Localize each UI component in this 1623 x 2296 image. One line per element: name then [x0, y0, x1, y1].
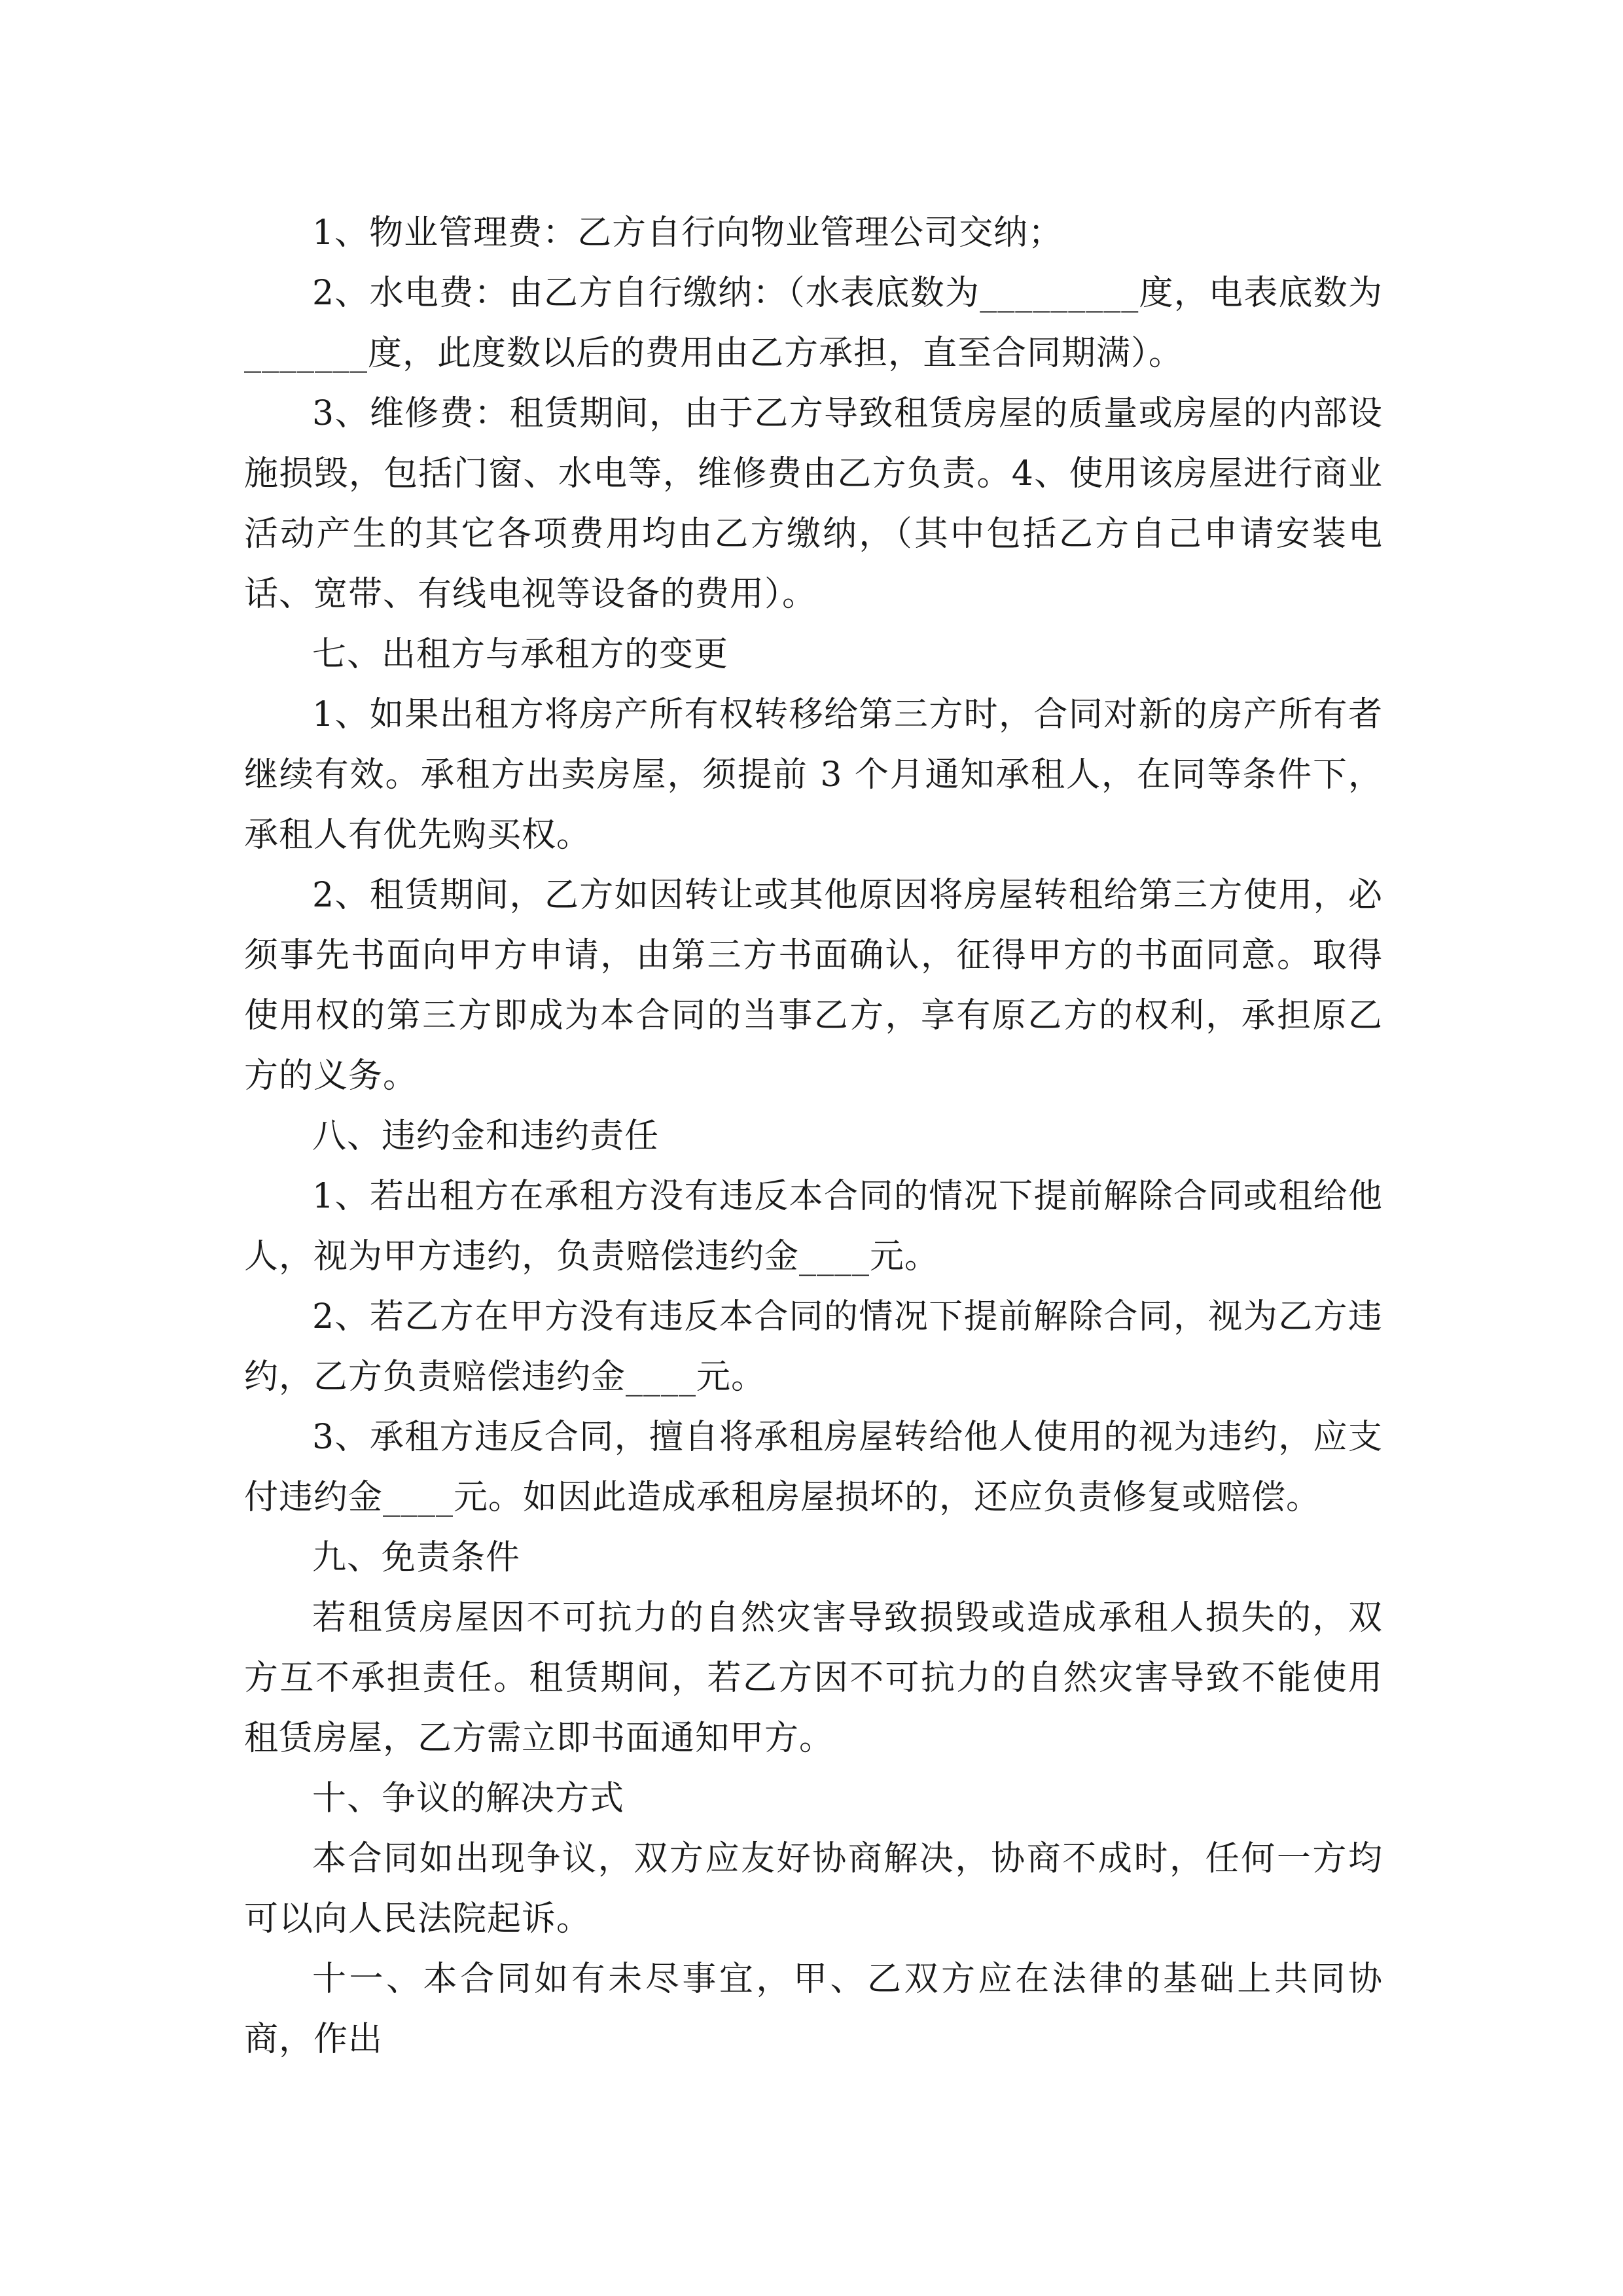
paragraph-lessor-breach: 1、若出租方在承租方没有违反本合同的情况下提前解除合同或租给他人，视为甲方违约，负责赔偿违约金____元。 [244, 1177, 1383, 1276]
section-heading-9: 九、免责条件 [312, 1538, 521, 1577]
document-body [244, 203, 1383, 2070]
section-heading-10: 十、争议的解决方式 [312, 1779, 625, 1818]
paragraph-lessee-breach: 2、若乙方在甲方没有违反本合同的情况下提前解除合同，视为乙方违约，乙方负责赔偿违约金____元。 [244, 1297, 1383, 1397]
paragraph-utility-fee: 2、水电费：由乙方自行缴纳：（水表底数为_________度，电表底数为_______度，此度数以后的费用由乙方承担，直至合同期满）。 [244, 274, 1383, 373]
paragraph-dispute-resolution: 本合同如出现争议，双方应友好协商解决，协商不成时，任何一方均可以向人民法院起诉。 [244, 1839, 1383, 1939]
paragraph-property-fee: 1、物业管理费：乙方自行向物业管理公司交纳； [312, 213, 1063, 253]
paragraph-section-11: 十一、本合同如有未尽事宜，甲、乙双方应在法律的基础上共同协商，作出 [244, 1960, 1383, 2059]
section-heading-8: 八、违约金和违约责任 [312, 1117, 660, 1156]
paragraph-maintenance-fee: 3、维修费：租赁期间，由于乙方导致租赁房屋的质量或房屋的内部设施损毁，包括门窗、水电等，维修费由乙方负责。4、使用该房屋进行商业活动产生的其它各项费用均由乙方缴纳，（其中包括乙方自己申请安装电话、宽带、有线电视等设备的费用）。 [244, 394, 1383, 614]
paragraph-sublease: 2、租赁期间，乙方如因转让或其他原因将房屋转租给第三方使用，必须事先书面向甲方申请，由第三方书面确认，征得甲方的书面同意。取得使用权的第三方即成为本合同的当事乙方，享有原乙方的权利，承担原乙方的义务。 [244, 876, 1383, 1096]
section-heading-7: 七、出租方与承租方的变更 [312, 635, 729, 674]
paragraph-force-majeure: 若租赁房屋因不可抗力的自然灾害导致损毁或造成承租人损失的，双方互不承担责任。租赁期间，若乙方因不可抗力的自然灾害导致不能使用租赁房屋，乙方需立即书面通知甲方。 [244, 1598, 1383, 1758]
paragraph-ownership-transfer: 1、如果出租方将房产所有权转移给第三方时，合同对新的房产所有者继续有效。承租方出卖房屋，须提前 3 个月通知承租人，在同等条件下，承租人有优先购买权。 [244, 695, 1383, 855]
paragraph-unauthorized-transfer: 3、承租方违反合同，擅自将承租房屋转给他人使用的视为违约，应支付违约金____元。如因此造成承租房屋损坏的，还应负责修复或赔偿。 [244, 1418, 1383, 1517]
